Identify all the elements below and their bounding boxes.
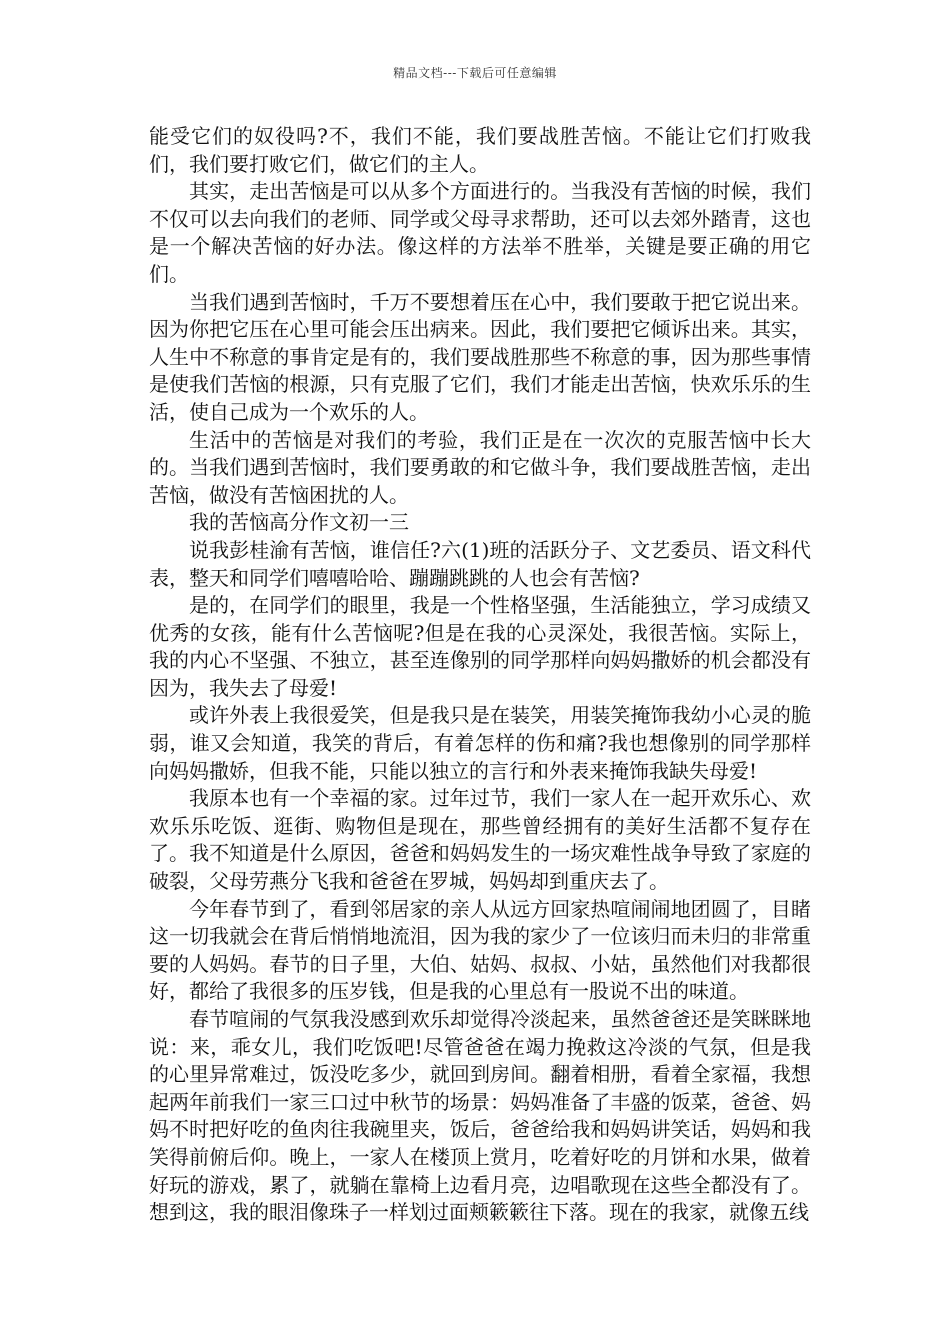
paragraph: 我原本也有一个幸福的家。过年过节，我们一家人在一起开欢乐心、欢欢乐乐吃饭、逛街、购物但是现在，那些曾经拥有的美好生活都不复存在了。我不知道是什么原因，爸爸和妈妈发生的一场灾难性战争导致了家庭的破裂，父母劳燕分飞我和爸爸在罗城，妈妈却到重庆去了。: [149, 786, 811, 894]
page-header: 精品文档---下载后可任意编辑: [393, 66, 557, 80]
document-body: [149, 123, 811, 1227]
section-title: 我的苦恼高分作文初一三: [189, 510, 409, 535]
paragraph: 当我们遇到苦恼时，千万不要想着压在心中，我们要敢于把它说出来。因为你把它压在心里可能会压出病来。因此，我们要把它倾诉出来。其实，人生中不称意的事肯定是有的，我们要战胜那些不称意的事，因为那些事情是使我们苦恼的根源，只有克服了它们，我们才能走出苦恼，快欢乐乐的生活，使自己成为一个欢乐的人。: [149, 289, 811, 424]
paragraph: 其实，走出苦恼是可以从多个方面进行的。当我没有苦恼的时候，我们不仅可以去向我们的老师、同学或父母寻求帮助，还可以去郊外踏青，这也是一个解决苦恼的好办法。像这样的方法举不胜举，关键是要正确的用它们。: [149, 179, 811, 286]
paragraph: 春节喧闹的气氛我没感到欢乐却觉得冷淡起来，虽然爸爸还是笑眯眯地说：来，乖女儿，我们吃饭吧!尽管爸爸在竭力挽救这冷淡的气氛，但是我的心里异常难过，饭没吃多少，就回到房间。翻着相册，看着全家福，我想起两年前我们一家三口过中秋节的场景：妈妈准备了丰盛的饭菜，爸爸、妈妈不时把好吃的鱼肉往我碗里夹，饭后，爸爸给我和妈妈讲笑话，妈妈和我笑得前俯后仰。晚上，一家人在楼顶上赏月，吃着好吃的月饼和水果，做着好玩的游戏，累了，就躺在靠椅上边看月亮，边唱歌现在这些全都没有了。想到这，我的眼泪像珠子一样划过面颊簌簌往下落。现在的我家，就像五线: [149, 1007, 811, 1225]
paragraph: 或许外表上我很爱笑，但是我只是在装笑，用装笑掩饰我幼小心灵的脆弱，谁又会知道，我笑的背后，有着怎样的伤和痛?我也想像别的同学那样向妈妈撒娇，但我不能，只能以独立的言行和外表来掩饰我缺失母爱!: [149, 703, 811, 783]
paragraph: 是的，在同学们的眼里，我是一个性格坚强，生活能独立，学习成绩又优秀的女孩，能有什么苦恼呢?但是在我的心灵深处，我很苦恼。实际上，我的内心不坚强、不独立，甚至连像别的同学那样向妈妈撒娇的机会都没有因为，我失去了母爱!: [149, 593, 811, 700]
paragraph: 生活中的苦恼是对我们的考验，我们正是在一次次的克服苦恼中长大的。当我们遇到苦恼时，我们要勇敢的和它做斗争，我们要战胜苦恼，走出苦恼，做没有苦恼困扰的人。: [149, 427, 811, 507]
paragraph: 今年春节到了，看到邻居家的亲人从远方回家热喧闹闹地团圆了，目睹这一切我就会在背后悄悄地流泪，因为我的家少了一位该归而未归的非常重要的人妈妈。春节的日子里，大伯、姑妈、叔叔、小姑，虽然他们对我都很好，都给了我很多的压岁钱，但是我的心里总有一股说不出的味道。: [149, 896, 811, 1004]
paragraph: 说我彭桂渝有苦恼，谁信任?六(1)班的活跃分子、文艺委员、语文科代表，整天和同学们嘻嘻哈哈、蹦蹦跳跳的人也会有苦恼?: [149, 537, 811, 590]
paragraph: 能受它们的奴役吗?不，我们不能，我们要战胜苦恼。不能让它们打败我们，我们要打败它们，做它们的主人。: [149, 124, 811, 176]
